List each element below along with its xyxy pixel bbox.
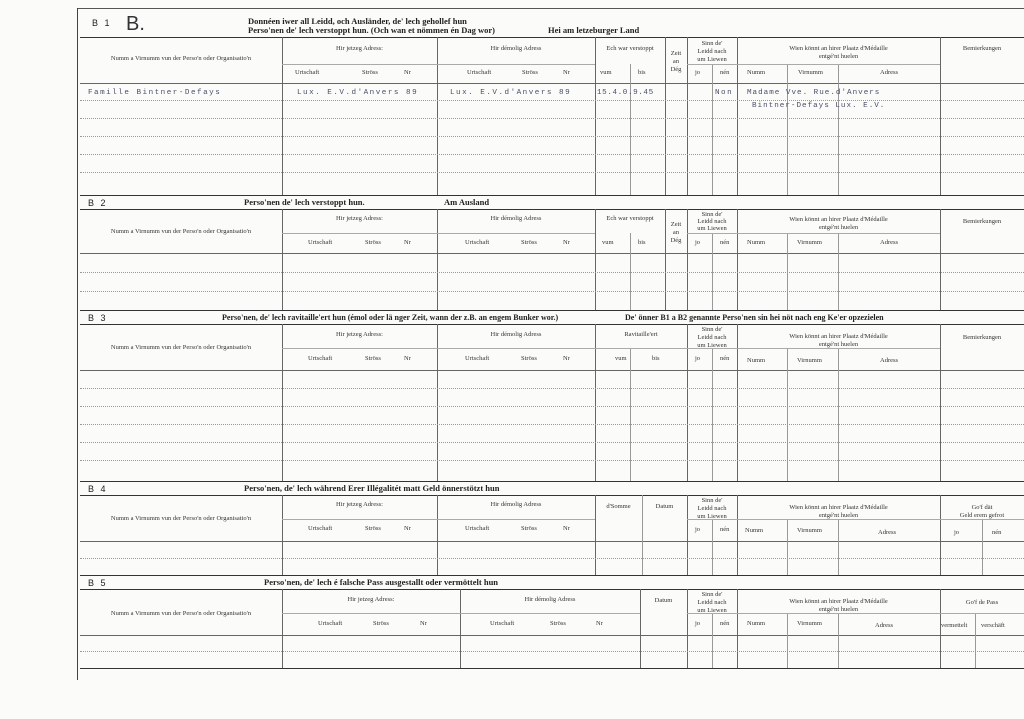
b2-from-header: vum [602, 239, 614, 246]
b3-former-address-header: Hir démolig Adress [490, 331, 542, 338]
b1-row-line [80, 154, 1024, 155]
b5-medal-name-header: Numm [747, 620, 766, 627]
b1-entry-medal-line2: Bintner-Defays Lux. E.V. [752, 102, 886, 110]
b3-to-header: bis [652, 355, 660, 362]
b5-header-bottom [80, 635, 1024, 636]
b2-medal-name-header: Numm [747, 239, 766, 246]
b4-header-bottom [80, 541, 1024, 542]
b3-ravitailled-header: Ravitaille'ert [624, 331, 658, 338]
b1-suffering-header-1: Sinn de' [701, 40, 723, 47]
b1-top-line [80, 37, 1024, 38]
header-line2: Perso'nen de' lech verstoppt hun. (Och wan et nömmen én Dag wor) [248, 25, 495, 35]
b4-money-header-2: Geld erem gefrot [959, 512, 1005, 519]
b4-name-header: Numm a Virnumm vun der Perso'n oder Organisatio'n [110, 515, 252, 522]
b4-medal-name-header: Numm [745, 527, 764, 534]
b1-subheader-line [282, 64, 595, 65]
b4-col-divider [982, 519, 983, 575]
b5-nr2-header: Nr [596, 620, 603, 627]
b4-money-yes-header: jo [954, 529, 960, 536]
b2-title: Perso'nen de' lech verstoppt hun. [244, 197, 365, 207]
b5-col-divider [975, 613, 976, 668]
b4-title: Perso'nen, de' lech während Erer Illégalitét matt Geld önnerstötzt hun [244, 483, 500, 493]
b2-suffering-header-3: um Liewen [697, 225, 727, 232]
b4-col-divider [838, 519, 839, 575]
b3-row-line [80, 424, 1024, 425]
b3-nr-header: Nr [404, 355, 411, 362]
section-id-b1: B 1 [92, 18, 112, 28]
header-line2-right: Hei am letzeburger Land [548, 25, 640, 35]
b4-date-header: Datum [655, 503, 674, 510]
b4-nr-header: Nr [404, 525, 411, 532]
b1-medal-name-header: Numm [747, 69, 766, 76]
b2-medal-firstname-header: Virnumm [797, 239, 822, 246]
b3-col-divider [940, 324, 941, 481]
b2-medal-header-2: entgé'nt huelen [818, 224, 859, 231]
b1-name-header: Numm a Virnumm vun der Perso'n oder Organisatio'n [110, 55, 252, 62]
b3-suffering-header-1: Sinn de' [701, 326, 723, 333]
b2-current-address-header: Hir jetzeg Adress: [336, 215, 383, 222]
b4-top-line [80, 495, 1024, 496]
b3-bottom-line [80, 481, 1024, 482]
b5-col-divider [838, 613, 839, 668]
b2-top-line [80, 209, 1024, 210]
left-border [77, 8, 78, 680]
b5-medal-header-2: entgé'nt huelen [818, 606, 859, 613]
b2-nr2-header: Nr [563, 239, 570, 246]
b1-col-divider [712, 64, 713, 195]
b3-header-bottom [80, 370, 1024, 371]
b5-subheader-line [282, 613, 640, 614]
b3-col-divider [838, 348, 839, 481]
b1-days-header-1: Zeit [670, 50, 682, 57]
b1-current-address-header: Hir jetzeg Adress: [336, 45, 383, 52]
b4-yes-header: jo [695, 526, 701, 533]
b1-col-divider [787, 64, 788, 195]
b1-entry-medal-line1: Madame Vve. Rue.d'Anvers [747, 89, 881, 97]
b4-col-divider [787, 519, 788, 575]
b1-no-header: nén [720, 69, 730, 76]
b5-row-line [80, 651, 1024, 652]
b1-entry-suffering: Non [715, 89, 734, 97]
b1-days-header-3: Dég [670, 66, 682, 73]
b2-col-divider [437, 209, 438, 310]
b1-suffering-header-3: um Liewen [697, 56, 727, 63]
b5-no-header: nén [720, 620, 730, 627]
b5-street2-header: Ströss [550, 620, 566, 627]
b3-row-line [80, 406, 1024, 407]
b2-medal-header-1: Wien könnt an hirer Plaatz d'Médaille [789, 216, 888, 223]
b3-title: Perso'nen, de' lech ravitaille'ert hun (émol oder lä nger Zeit, wann der z.B. an engem Bunker wor.) [222, 313, 559, 322]
b5-medal-firstname-header: Virnumm [797, 620, 822, 627]
b2-yes-header: jo [695, 239, 701, 246]
b5-street-header: Ströss [373, 620, 389, 627]
b3-medal-address-header: Adress [880, 357, 899, 364]
b1-street-header: Ströss [362, 69, 378, 76]
b2-header-bottom [80, 253, 1024, 254]
b4-nr2-header: Nr [563, 525, 570, 532]
b4-current-address-header: Hir jetzeg Adress: [336, 501, 383, 508]
b4-money-no-header: nén [992, 529, 1002, 536]
b2-nr-header: Nr [404, 239, 411, 246]
b1-from-header: vum [600, 69, 612, 76]
b1-row-line [80, 136, 1024, 137]
b3-row-line [80, 460, 1024, 461]
b3-nr2-header: Nr [563, 355, 570, 362]
b2-bottom-line [80, 310, 1024, 311]
b2-to-header: bis [638, 239, 646, 246]
b1-locality2-header: Urtschaft [467, 69, 492, 76]
b3-locality-header: Urtschaft [308, 355, 333, 362]
b5-suffering-header-3: um Liewen [697, 607, 727, 614]
b2-medal-address-header: Adress [880, 239, 899, 246]
b2-days-header-3: Dég [670, 237, 682, 244]
b2-days-header-2: an [672, 229, 680, 236]
b2-suffering-header-2: Leidd nach [697, 218, 727, 225]
b5-suffering-header-1: Sinn de' [701, 591, 723, 598]
b4-col-divider [712, 519, 713, 575]
b3-subheader-line [282, 348, 687, 349]
b1-remarks-header: Bemierkungen [962, 45, 1002, 52]
b1-medal-header-1: Wien könnt an hirer Plaatz d'Médaille [789, 45, 888, 52]
b5-passport-header: Go'f de Pass [965, 599, 999, 606]
b4-no-header: nén [720, 526, 730, 533]
b2-hidden-header: Ech war verstoppt [606, 215, 654, 222]
b5-nr-header: Nr [420, 620, 427, 627]
b2-col-divider [282, 209, 283, 310]
b2-street2-header: Ströss [521, 239, 537, 246]
b1-bottom-line [80, 195, 1024, 196]
b3-col-divider [787, 348, 788, 481]
b3-col-divider [712, 348, 713, 481]
b2-title-right: Am Ausland [444, 197, 490, 207]
b4-locality-header: Urtschaft [308, 525, 333, 532]
b1-col-divider [838, 64, 839, 195]
b1-medal-firstname-header: Virnumm [798, 69, 823, 76]
b3-name-header: Numm a Virnumm vun der Perso'n oder Organisatio'n [110, 344, 252, 351]
b5-medal-header-1: Wien könnt an hirer Plaatz d'Médaille [789, 598, 888, 605]
b1-suffering-header-2: Leidd nach [697, 48, 727, 55]
b3-street2-header: Ströss [521, 355, 537, 362]
b2-row-line [80, 272, 1024, 273]
b2-col-divider [595, 209, 596, 310]
b4-locality2-header: Urtschaft [465, 525, 490, 532]
b1-row-line [80, 100, 1024, 101]
section-id-b5: B 5 [88, 578, 108, 588]
b4-street-header: Ströss [365, 525, 381, 532]
b4-subheader-line [282, 519, 595, 520]
b1-row-line [80, 172, 1024, 173]
b2-locality-header: Urtschaft [308, 239, 333, 246]
b5-locality2-header: Urtschaft [490, 620, 515, 627]
b5-created-header: verschäft [981, 622, 1005, 629]
b4-suffering-header-3: um Liewen [697, 513, 727, 520]
b2-row-line [80, 291, 1024, 292]
b2-no-header: nén [720, 239, 730, 246]
b1-nr2-header: Nr [563, 69, 570, 76]
b5-subheader-line [940, 613, 1024, 614]
b4-suffering-header-1: Sinn de' [701, 497, 723, 504]
b2-subheader-line [282, 233, 595, 234]
b4-suffering-header-2: Leidd nach [697, 505, 727, 512]
b5-medal-address-header: Adress [875, 622, 894, 629]
b5-issued-header: vermettelt [941, 622, 968, 629]
b3-title-right: De' önner B1 a B2 genannte Perso'nen sin hei nöt nach eng Ke'er opzezielen [625, 313, 884, 322]
b1-yes-header: jo [695, 69, 701, 76]
b4-bottom-line [80, 575, 1024, 576]
b3-top-line [80, 324, 1024, 325]
b4-former-address-header: Hir démolig Adress [490, 501, 542, 508]
form-letter: B. [126, 13, 145, 35]
b4-medal-header-2: entgé'nt huelen [818, 512, 859, 519]
b4-medal-header-1: Wien könnt an hirer Plaatz d'Médaille [789, 504, 888, 511]
b1-col-divider [630, 64, 631, 195]
b4-medal-address-header: Adress [878, 529, 897, 536]
b3-row-line [80, 442, 1024, 443]
b5-title: Perso'nen, de' lech é falsche Pass ausgestallt oder vermöttelt hun [264, 577, 499, 587]
b3-medal-firstname-header: Virnumm [797, 357, 822, 364]
b2-subheader-line [687, 233, 940, 234]
header-line1: Donnéen iwer all Leidd, och Ausländer, de' lech gehollef hun [248, 16, 467, 26]
b3-row-line [80, 388, 1024, 389]
b1-hidden-header: Ech war verstoppt [606, 45, 654, 52]
b1-row-line [80, 118, 1024, 119]
b5-col-divider [787, 613, 788, 668]
b1-entry-hidden-period: 15.4.0.9.45 [597, 89, 654, 97]
top-border [78, 8, 1024, 9]
b1-nr-header: Nr [404, 69, 411, 76]
b5-bottom-line [80, 668, 1024, 669]
b4-street2-header: Ströss [521, 525, 537, 532]
b2-former-address-header: Hir démolig Adress [490, 215, 542, 222]
b1-entry-current-address: Lux. E.V.d'Anvers 89 [297, 89, 419, 97]
b5-yes-header: jo [695, 620, 701, 627]
b3-street-header: Ströss [365, 355, 381, 362]
b1-medal-header-2: entgé'nt huelen [818, 53, 859, 60]
b5-locality-header: Urtschaft [318, 620, 343, 627]
b3-remarks-header: Bemierkungen [962, 334, 1002, 341]
b5-col-divider [712, 613, 713, 668]
section-id-b4: B 4 [88, 484, 108, 494]
b3-current-address-header: Hir jetzeg Adress: [336, 331, 383, 338]
b1-street2-header: Ströss [522, 69, 538, 76]
section-id-b3: B 3 [88, 313, 108, 323]
b2-remarks-header: Bemierkungen [962, 218, 1002, 225]
b2-locality2-header: Urtschaft [465, 239, 490, 246]
b3-locality2-header: Urtschaft [465, 355, 490, 362]
b5-current-address-header: Hir jetzeg Adress: [347, 596, 395, 603]
b1-former-address-header: Hir démolig Adress [490, 45, 542, 52]
b4-row-line [80, 558, 1024, 559]
b1-subheader-line [687, 64, 940, 65]
b2-suffering-header-1: Sinn de' [701, 211, 723, 218]
b1-header-bottom [80, 83, 1024, 84]
b5-top-line [80, 589, 1024, 590]
b4-sum-header: d'Somme [606, 503, 631, 510]
b5-suffering-header-2: Leidd nach [697, 599, 727, 606]
b3-medal-header-2: entgé'nt huelen [818, 341, 859, 348]
b5-date-header: Datum [654, 597, 673, 604]
b3-no-header: nén [720, 355, 730, 362]
b3-from-header: vum [615, 355, 627, 362]
b2-street-header: Ströss [365, 239, 381, 246]
b1-locality-header: Urtschaft [295, 69, 320, 76]
b1-medal-address-header: Adress [880, 69, 899, 76]
b1-to-header: bis [638, 69, 646, 76]
b3-medal-name-header: Numm [747, 357, 766, 364]
b2-days-header-1: Zeit [670, 221, 682, 228]
b1-entry-former-address: Lux. E.V.d'Anvers 89 [450, 89, 572, 97]
b4-medal-firstname-header: Virnumm [797, 527, 822, 534]
b3-col-divider [630, 348, 631, 481]
b2-name-header: Numm a Virnumm vun der Perso'n oder Organisatio'n [110, 228, 252, 235]
b1-days-header-2: an [672, 58, 680, 65]
b3-medal-header-1: Wien könnt an hirer Plaatz d'Médaille [789, 333, 888, 340]
section-id-b2: B 2 [88, 198, 108, 208]
b3-suffering-header-2: Leidd nach [697, 334, 727, 341]
b1-entry-name: Famille Bintner-Defays [88, 89, 222, 97]
b3-yes-header: jo [695, 355, 701, 362]
b4-money-header-1: Go'f dät [971, 504, 993, 511]
b3-suffering-header-3: um Liewen [697, 342, 727, 349]
b5-former-address-header: Hir démolig Adress [524, 596, 576, 603]
b5-name-header: Numm a Virnumm vun der Perso'n oder Organisatio'n [110, 610, 252, 617]
